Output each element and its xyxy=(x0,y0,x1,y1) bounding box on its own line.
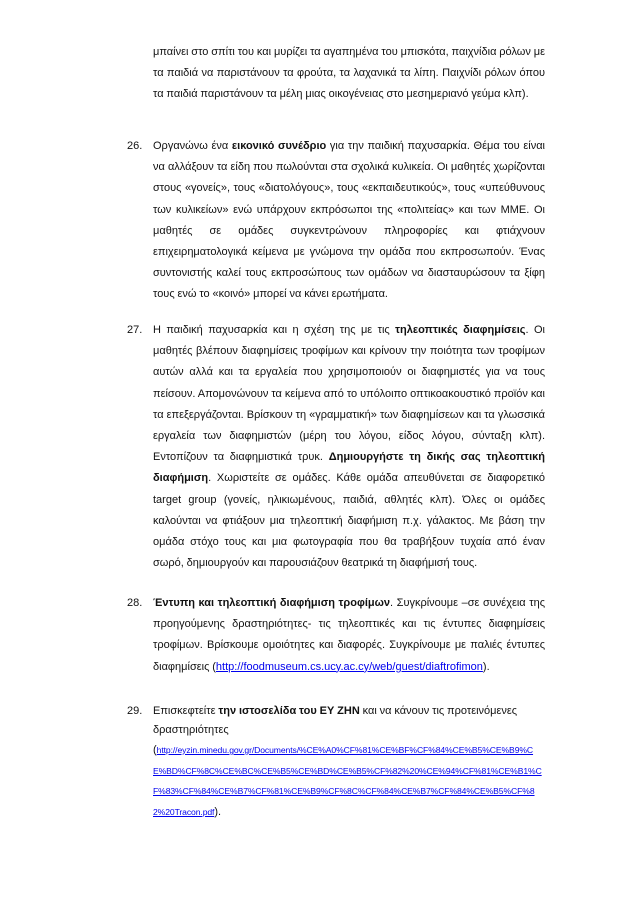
paren-close: ). xyxy=(214,805,222,818)
list-item-29 xyxy=(127,702,545,740)
emphasis-virtual-conference: εικονικό συνέδριο xyxy=(231,140,327,152)
eyzin-url-block xyxy=(153,740,545,822)
paragraph-text: . Οι μαθητές βλέπουν διαφημίσεις τροφίμων και κρίνουν την ποιότητα των τροφίμων αυτών αλλά και τα εργαλεία που χρησιμοποιούν οι διαφημιστές για να τους πείσουν. Απομονώνουν τα κείμενα από το υπόλοιπο οπτικοακουστικό προϊόν και τα επεξεργάζονται. Βρίσκουν τη «γραμματική» των διαφημίσεων και τα γλωσσικά εργαλεία των διαφημιστών (μέρη του λόγου, είδος λόγου, σύνταξη κλπ). Εντοπίζουν τα διαφημιστικά τρυκ. xyxy=(153,324,546,464)
eyzin-document-link[interactable]: http://eyzin.minedu.gov.gr/Documents/%CE%A0%CF%81%CE%BF%CF%84%CE%B5%CE%B9%CE%BD%CF%8C%CE%BC%CE%B5%CE%BD%CE%B5%CF%82%20%CE%94%CF%81%CE%B1%CF%83%CF%84%CE%B7%CF%81%CE%B9%CF%8C%CF%84%CE%B7%CF%84%CE%B5%CF%82%20Tracon.pdf xyxy=(153,745,542,817)
paragraph-text: . Συγκρίνουμε –σε συνέχεια της προηγούμενης δραστηριότητες- τις τηλεοπτικές και τις έντυπες διαφημίσεις τροφίμων. Βρίσκουμε ομοιότητες και διαφορές. Συγκρίνουμε με παλιές έντυπες διαφημίσεις ( xyxy=(153,597,545,673)
list-item-27 xyxy=(127,320,546,574)
list-item-26 xyxy=(127,136,545,306)
paragraph-text: Επισκεφτείτε xyxy=(153,705,219,717)
paragraph-continuation xyxy=(153,42,545,106)
foodmuseum-link[interactable]: http://foodmuseum.cs.ucy.ac.cy/web/guest/diaftrofimon xyxy=(215,660,483,673)
list-item-28 xyxy=(127,593,545,678)
paragraph-text: Οργανώνω ένα xyxy=(153,140,232,152)
emphasis-tv-ads: τηλεοπτικές διαφημίσεις xyxy=(395,324,526,336)
item-number: 28. xyxy=(127,597,143,609)
paragraph-text: . Χωριστείτε σε ομάδες. Κάθε ομάδα απευθύνεται σε διαφορετικό target group (γονείς, ηλικιωμένους, παιδιά, αθλητές κλπ). Όλες οι ομάδες καλούνται να φτιάξουν μια τηλεοπτική διαφήμιση π.χ. γάλακτος. Με βάση την ομάδα στόχο τους και μια φωτογραφία που θα τραβήξουν τυχαία από έναν σωρό, δημιουργούν και παρουσιάζουν θεατρικά τη διαφήμισή τους. xyxy=(153,472,545,570)
item-number: 26. xyxy=(127,140,143,152)
emphasis-eyzin-site: την ιστοσελίδα του ΕΥ ΖΗΝ xyxy=(218,705,360,717)
item-number: 29. xyxy=(127,705,143,717)
paragraph-text: ). xyxy=(482,660,490,673)
item-number: 27. xyxy=(127,324,143,336)
paragraph-text: και να κάνουν τις προτεινόμενες δραστηριότητες xyxy=(153,705,518,736)
paragraph-text: για την παιδική παχυσαρκία. Θέμα του είναι να αλλάξουν τα είδη που πωλούνται στα σχολικά κυλικεία. Οι μαθητές χωρίζονται στους «γονείς», τους «διατολόγους», τους «εκπαιδευτικούς», τους «υπεύθυνους των κυλικείων» ενώ υπάρχουν εκπρόσωποι της «πολιτείας» και των ΜΜΕ. Οι μαθητές σε ομάδες συγκεντρώνουν πληροφορίες και φτιάχνουν επιχειρηματολογικά κείμενα με γνώμονα την ομάδα που εκπροσωπούν. Ένας συντονιστής καλεί τους εκπροσώπους των ομάδων να διασταυρώσουν τα ξίφη τους ενώ το «κοινό» μπορεί να κάνει ερωτήματα. xyxy=(153,140,545,301)
emphasis-print-tv-ads: Έντυπη και τηλεοπτική διαφήμιση τροφίμων xyxy=(153,597,391,609)
paragraph-text: Η παιδική παχυσαρκία και η σχέση της με τις xyxy=(153,324,396,336)
paragraph-text: μπαίνει στο σπίτι του και μυρίζει τα αγαπημένα του μπισκότα, παιχνίδια ρόλων με τα παιδιά να παριστάνουν τα φρούτα, τα λαχανικά τα λίπη. Παιχνίδι ρόλων όπου τα παιδιά παριστάνουν τα μέλη μιας οικογένειας στο μεσημεριανό γεύμα κλπ). xyxy=(153,46,545,101)
emphasis-create-ad: Δημιουργήστε τη δικής σας τηλεοπτική διαφήμιση xyxy=(153,451,545,485)
paren-open: ( xyxy=(153,744,157,756)
